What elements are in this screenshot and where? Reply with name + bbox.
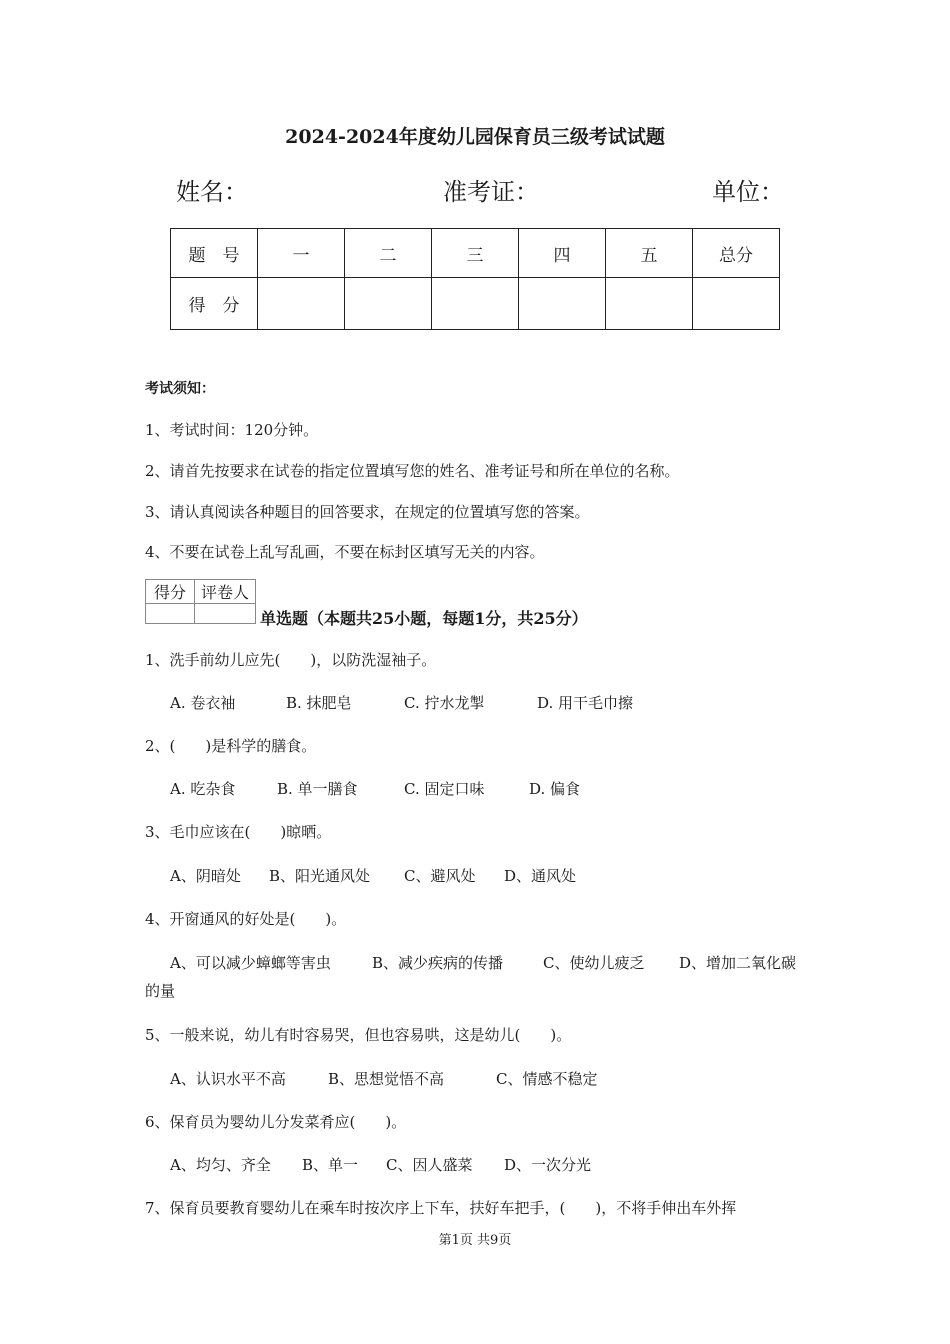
question-option: D、通风处 [504,867,577,885]
notice-item: 3、请认真阅读各种题目的回答要求，在规定的位置填写您的答案。 [145,503,590,521]
score-header-cell: 总分 [693,229,780,278]
grader-box [145,579,256,624]
question-option: C、情感不稳定 [496,1070,598,1088]
question-option: B、单一 [302,1156,359,1174]
score-header-cell: 四 [519,229,606,278]
score-cell[interactable] [519,278,606,330]
question-text: 2、( )是科学的膳食。 [145,737,317,755]
question-text: 3、毛巾应该在( )晾晒。 [145,823,332,841]
name-field-label: 姓名： [176,178,248,206]
score-row-label: 得 分 [171,278,258,330]
question-option: A、可以减少蟑螂等害虫 [170,954,331,972]
question-option: B. 单一膳食 [277,780,358,798]
question-option: A、均匀、齐全 [170,1156,271,1174]
page-footer: 第1页 共9页 [438,1233,512,1248]
notice-item: 4、不要在试卷上乱写乱画，不要在标封区填写无关的内容。 [145,543,545,561]
question-option: C、避风处 [404,867,476,885]
question-option: B、思想觉悟不高 [328,1070,445,1088]
notice-heading: 考试须知： [145,381,215,397]
question-option-wrap: 的量 [145,982,176,1000]
score-cell[interactable] [345,278,432,330]
grader-name-label: 评卷人 [195,580,256,604]
question-text: 6、保育员为婴幼儿分发菜肴应( )。 [145,1113,407,1131]
question-option: B. 抹肥皂 [286,694,352,712]
question-option: C. 拧水龙掣 [404,694,485,712]
score-cell[interactable] [258,278,345,330]
question-option: A、阴暗处 [170,867,241,885]
question-option: A. 卷衣袖 [170,694,236,712]
section-title: 单选题（本题共25小题，每题1分，共25分） [260,609,588,628]
question-option: B、阳光通风处 [269,867,371,885]
score-table-header-row [171,229,780,278]
question-text: 4、开窗通风的好处是( )。 [145,910,347,928]
question-option: A. 吃杂食 [170,780,236,798]
score-header-cell: 题 号 [171,229,258,278]
score-table [170,228,780,330]
exam-id-field-label: 准考证： [443,178,539,206]
question-option: D. 偏食 [529,780,581,798]
question-option: C. 固定口味 [404,780,485,798]
score-cell[interactable] [606,278,693,330]
grader-score-label: 得分 [146,580,195,604]
question-option: C、因人盛菜 [386,1156,473,1174]
notice-item: 1、考试时间：120分钟。 [145,421,319,439]
question-option: D、增加二氧化碳 [679,954,797,972]
grader-score-cell[interactable] [146,604,195,624]
score-cell[interactable] [693,278,780,330]
score-header-cell: 一 [258,229,345,278]
question-option: A、认识水平不高 [170,1070,286,1088]
score-table-score-row [171,278,780,330]
question-option: C、使幼儿疲乏 [543,954,645,972]
score-header-cell: 三 [432,229,519,278]
unit-field-label: 单位： [712,178,784,206]
question-option: B、减少疾病的传播 [372,954,504,972]
score-header-cell: 二 [345,229,432,278]
question-option: D. 用干毛巾擦 [537,694,634,712]
question-text: 1、洗手前幼儿应先( )，以防洗湿袖子。 [145,651,437,669]
question-text: 5、一般来说，幼儿有时容易哭，但也容易哄，这是幼儿( )。 [145,1026,572,1044]
score-header-cell: 五 [606,229,693,278]
notice-item: 2、请首先按要求在试卷的指定位置填写您的姓名、准考证号和所在单位的名称。 [145,462,680,480]
question-option: D、一次分光 [504,1156,592,1174]
grader-name-cell[interactable] [195,604,256,624]
score-cell[interactable] [432,278,519,330]
page-title: 2024-2024年度幼儿园保育员三级考试试题 [285,126,665,148]
question-text: 7、保育员要教育婴幼儿在乘车时按次序上下车，扶好车把手，( )，不将手伸出车外挥 [145,1199,737,1217]
